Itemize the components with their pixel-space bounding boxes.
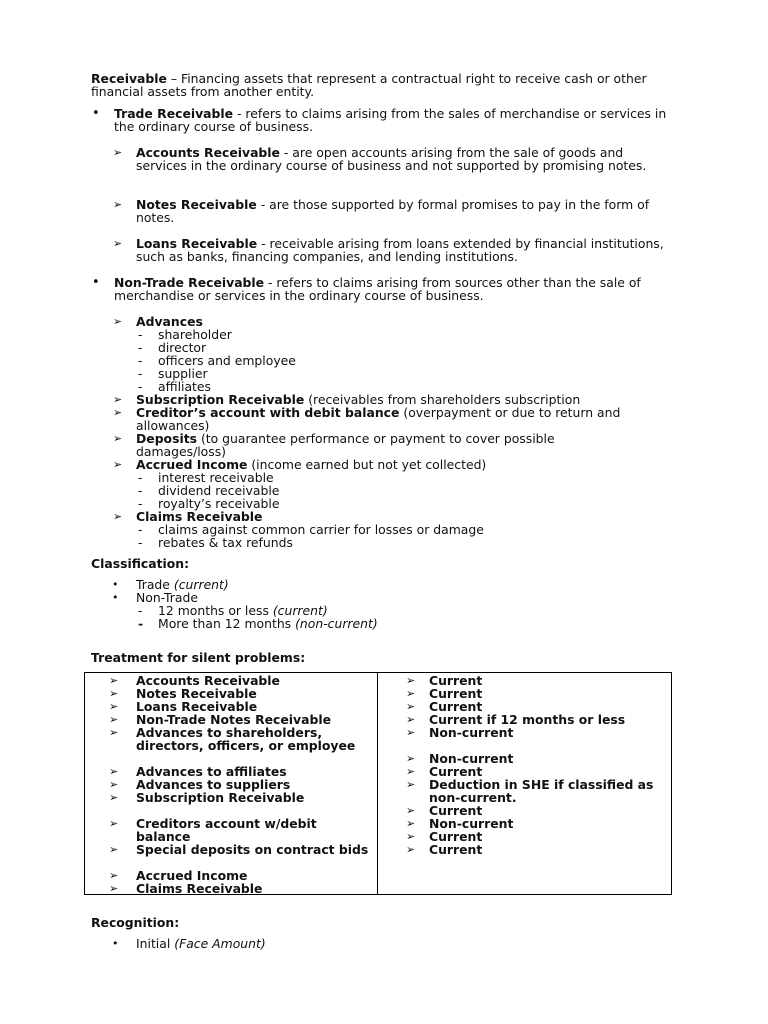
arrow-bullet-icon: ➢ (109, 687, 119, 700)
claims-sub-item: rebates & tax refunds (158, 535, 293, 550)
advances-sub-item: shareholder (158, 327, 232, 342)
arrow-bullet-icon: ➢ (109, 713, 119, 726)
arrow-bullet-icon: ➢ (406, 700, 416, 713)
arrow-bullet-icon: ➢ (406, 804, 416, 817)
treatment-table (84, 672, 672, 895)
non-trade-receivable (114, 276, 664, 302)
dash-icon: - (138, 496, 143, 511)
treatment-item: Advances to suppliers (136, 777, 291, 792)
treatment-item: Subscription Receivable (136, 790, 305, 805)
treatment-left-column (85, 673, 378, 895)
arrow-bullet-icon: ➢ (109, 869, 119, 882)
classification-trade-label: Trade (136, 577, 174, 592)
trade-receivable-term: Trade Receivable (114, 106, 234, 121)
trade-receivable (114, 107, 674, 133)
claims-sub-item: claims against common carrier for losses or damage (158, 522, 484, 537)
advances-term: Advances (136, 314, 203, 329)
dash-icon: - (138, 535, 143, 550)
treatment-value: Current (429, 686, 483, 701)
dash-icon: - (138, 366, 143, 381)
arrow-bullet-icon: ➢ (113, 458, 123, 471)
classification-heading: Classification: (91, 556, 190, 571)
creditors-account-note: (overpayment or due to return and allowances) (136, 405, 621, 433)
accrued-sub-item: royalty’s receivable (158, 496, 280, 511)
accounts-receivable-definition: - are open accounts arising from the sale of goods and services in the ordinary course of business and not supported by promising notes. (136, 145, 647, 173)
classification-sub-1-note: (current) (272, 603, 328, 618)
treatment-value: Deduction in SHE if classified as non-current. (429, 777, 654, 805)
treatment-value: Current (429, 764, 483, 779)
classification-sub-2-note: (non-current) (295, 616, 378, 631)
arrow-bullet-icon: ➢ (113, 198, 123, 211)
treatment-value: Current (429, 803, 483, 818)
deposits-item (136, 432, 616, 458)
arrow-bullet-icon: ➢ (406, 817, 416, 830)
treatment-right-column (378, 673, 672, 895)
accrued-income-note: (income earned but not yet collected) (247, 457, 487, 472)
arrow-bullet-icon: ➢ (109, 882, 119, 895)
treatment-heading: Treatment for silent problems: (91, 650, 306, 665)
arrow-bullet-icon: ➢ (406, 778, 416, 791)
arrow-bullet-icon: ➢ (406, 765, 416, 778)
treatment-value: Non-current (429, 816, 514, 831)
dash-icon: - (138, 340, 143, 355)
deposits-note: (to guarantee performance or payment to cover possible damages/loss) (136, 431, 555, 459)
treatment-value: Current (429, 842, 483, 857)
arrow-bullet-icon: ➢ (109, 765, 119, 778)
classification-sub-1-label: 12 months or less (158, 603, 273, 618)
arrow-bullet-icon: ➢ (406, 752, 416, 765)
arrow-bullet-icon: ➢ (109, 817, 119, 830)
bullet-icon: • (92, 275, 100, 290)
notes-receivable-item (136, 198, 676, 224)
treatment-item: Special deposits on contract bids (136, 842, 369, 857)
treatment-item: Claims Receivable (136, 881, 263, 896)
dash-icon: - (138, 603, 143, 618)
accrued-sub-item: dividend receivable (158, 483, 280, 498)
arrow-bullet-icon: ➢ (113, 393, 123, 406)
arrow-bullet-icon: ➢ (113, 146, 123, 159)
arrow-bullet-icon: ➢ (109, 674, 119, 687)
claims-receivable-term: Claims Receivable (136, 509, 263, 524)
arrow-bullet-icon: ➢ (406, 713, 416, 726)
recognition-initial-note: (Face Amount) (174, 936, 266, 951)
creditors-account-item (136, 406, 681, 432)
classification-nontrade: Non-Trade (136, 590, 198, 605)
recognition-heading: Recognition: (91, 915, 180, 930)
arrow-bullet-icon: ➢ (406, 830, 416, 843)
deposits-term: Deposits (136, 431, 197, 446)
arrow-bullet-icon: ➢ (109, 778, 119, 791)
accrued-sub-item: interest receivable (158, 470, 274, 485)
dash-icon: - (138, 470, 143, 485)
separator: – (166, 71, 181, 86)
receivable-term: Receivable (91, 71, 167, 86)
treatment-item: Loans Receivable (136, 699, 258, 714)
loans-receivable-item (136, 237, 676, 263)
arrow-bullet-icon: ➢ (109, 843, 119, 856)
treatment-value: Current (429, 699, 483, 714)
treatment-item: Advances to shareholders, directors, officers, or employee (136, 725, 356, 753)
dash-icon: - (138, 483, 143, 498)
non-trade-receivable-term: Non-Trade Receivable (114, 275, 265, 290)
notes-receivable-term: Notes Receivable (136, 197, 257, 212)
arrow-bullet-icon: ➢ (109, 726, 119, 739)
accounts-receivable-item (136, 146, 676, 172)
receivable-definition-text: Financing assets that represent a contractual right to receive cash or other financial assets from another entity. (91, 71, 647, 99)
accounts-receivable-term: Accounts Receivable (136, 145, 280, 160)
arrow-bullet-icon: ➢ (113, 406, 123, 419)
dash-icon: - (138, 616, 144, 631)
treatment-value: Current (429, 673, 483, 688)
advances-sub-item: affiliates (158, 379, 211, 394)
treatment-item: Creditors account w/debit balance (136, 816, 317, 844)
arrow-bullet-icon: ➢ (406, 843, 416, 856)
arrow-bullet-icon: ➢ (406, 726, 416, 739)
receivable-definition (91, 72, 681, 98)
treatment-item: Accounts Receivable (136, 673, 280, 688)
accrued-income-term: Accrued Income (136, 457, 248, 472)
trade-receivable-definition: - refers to claims arising from the sales of merchandise or services in the ordinary course of business. (114, 106, 667, 134)
bullet-icon: • (92, 106, 100, 121)
loans-receivable-term: Loans Receivable (136, 236, 258, 251)
classification-trade-note: (current) (173, 577, 229, 592)
arrow-bullet-icon: ➢ (109, 700, 119, 713)
treatment-item: Notes Receivable (136, 686, 257, 701)
treatment-value: Non-current (429, 751, 514, 766)
advances-sub-item: director (158, 340, 207, 355)
treatment-item: Non-Trade Notes Receivable (136, 712, 331, 727)
recognition-initial (136, 937, 266, 950)
subscription-receivable-note: (receivables from shareholders subscription (304, 392, 581, 407)
dash-icon: - (138, 379, 143, 394)
recognition-initial-label: Initial (136, 936, 175, 951)
arrow-bullet-icon: ➢ (113, 510, 123, 523)
arrow-bullet-icon: ➢ (113, 432, 123, 445)
treatment-value: Non-current (429, 725, 514, 740)
advances-sub-item: supplier (158, 366, 208, 381)
classification-sub-2-label: More than 12 months (158, 616, 296, 631)
subscription-receivable-term: Subscription Receivable (136, 392, 305, 407)
arrow-bullet-icon: ➢ (113, 237, 123, 250)
classification-sub-2 (158, 617, 378, 630)
treatment-value: Current (429, 829, 483, 844)
dash-icon: - (138, 327, 143, 342)
non-trade-receivable-definition: - refers to claims arising from sources other than the sale of merchandise or services in the ordinary course of business. (114, 275, 641, 303)
loans-receivable-definition: - receivable arising from loans extended by financial institutions, such as banks, financing companies, and lending institutions. (136, 236, 664, 264)
treatment-value: Current if 12 months or less (429, 712, 626, 727)
arrow-bullet-icon: ➢ (406, 674, 416, 687)
bullet-icon: • (112, 578, 119, 591)
bullet-icon: • (112, 591, 119, 604)
arrow-bullet-icon: ➢ (109, 791, 119, 804)
advances-sub-item: officers and employee (158, 353, 296, 368)
arrow-bullet-icon: ➢ (113, 315, 123, 328)
dash-icon: - (138, 353, 143, 368)
treatment-item: Advances to affiliates (136, 764, 287, 779)
treatment-item: Accrued Income (136, 868, 248, 883)
dash-icon: - (138, 522, 143, 537)
bullet-icon: • (112, 937, 119, 950)
notes-receivable-definition: - are those supported by formal promises to pay in the form of notes. (136, 197, 650, 225)
creditors-account-term: Creditor’s account with debit balance (136, 405, 400, 420)
arrow-bullet-icon: ➢ (406, 687, 416, 700)
